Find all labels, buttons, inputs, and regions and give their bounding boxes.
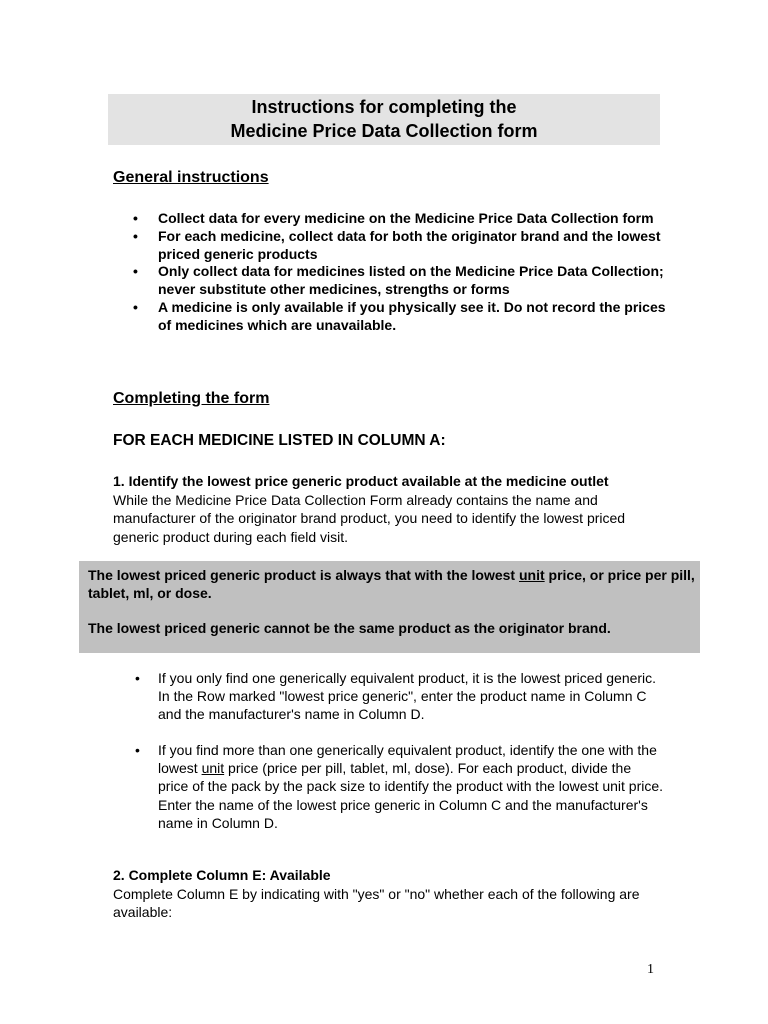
list-item: • If you only find one generically equivalent product, it is the lowest priced generic. In the Row marked "lowest price generic", enter the product name in Column C and the manufacturer's name in Column D. (135, 670, 657, 723)
generic-bullet-2 (135, 741, 665, 832)
bullet-icon: • (133, 227, 138, 244)
bullet-icon: • (133, 298, 138, 315)
list-item: • Collect data for every medicine on the Medicine Price Data Collection form (133, 210, 654, 226)
bullet-icon: • (133, 263, 138, 280)
completing-form-heading: Completing the form (113, 390, 270, 407)
callout-line-1: The lowest priced generic product is always that with the lowest unit price, or price per pill, tablet, ml, or dose. (88, 567, 695, 601)
step-1-body: While the Medicine Price Data Collection Form already contains the name and manufacturer of the originator brand product, you need to identify the lowest priced generic product during each field visit. (113, 491, 626, 545)
bullet-icon: • (135, 670, 140, 686)
list-item: • For each medicine, collect data for both the originator brand and the lowest priced generic products (133, 227, 661, 262)
bullet-icon: • (135, 742, 140, 758)
step-2-title: 2. Complete Column E: Available (113, 867, 331, 883)
generic-bullet-1 (135, 669, 665, 724)
title-line-2: Medicine Price Data Collection form (230, 121, 538, 141)
callout-line-2: The lowest priced generic cannot be the same product as the originator brand. (88, 619, 611, 636)
step-1-title: 1. Identify the lowest price generic product available at the medicine outlet (113, 473, 609, 489)
list-item: • Only collect data for medicines listed on the Medicine Price Data Collection; never substitute other medicines, strengths or forms (133, 263, 664, 298)
page-number: 1 (647, 962, 654, 977)
callout-box (79, 561, 700, 653)
step-1-section (113, 472, 658, 546)
list-item: • If you find more than one generically equivalent product, identify the one with the lowest unit price (price per pill, tablet, ml, dose). For each product, divide the price of the pack by the pack size to identify the product with the lowest unit price. Enter the name of the lowest price generic in Column C and the manufacturer's name in Column D. (135, 742, 664, 831)
list-item: • A medicine is only available if you physically see it. Do not record the prices of medicines which are unavailable. (133, 298, 666, 333)
general-bullet-list (133, 210, 673, 335)
title-line-1: Instructions for completing the (251, 97, 517, 117)
bullet-icon: • (133, 210, 138, 226)
step-2-body: Complete Column E by indicating with "yes" or "no" whether each of the following are available: (113, 885, 640, 921)
column-a-heading: FOR EACH MEDICINE LISTED IN COLUMN A: (113, 432, 446, 449)
step-2-section (113, 866, 658, 922)
general-instructions-heading: General instructions (113, 169, 269, 186)
document-title (108, 94, 660, 145)
